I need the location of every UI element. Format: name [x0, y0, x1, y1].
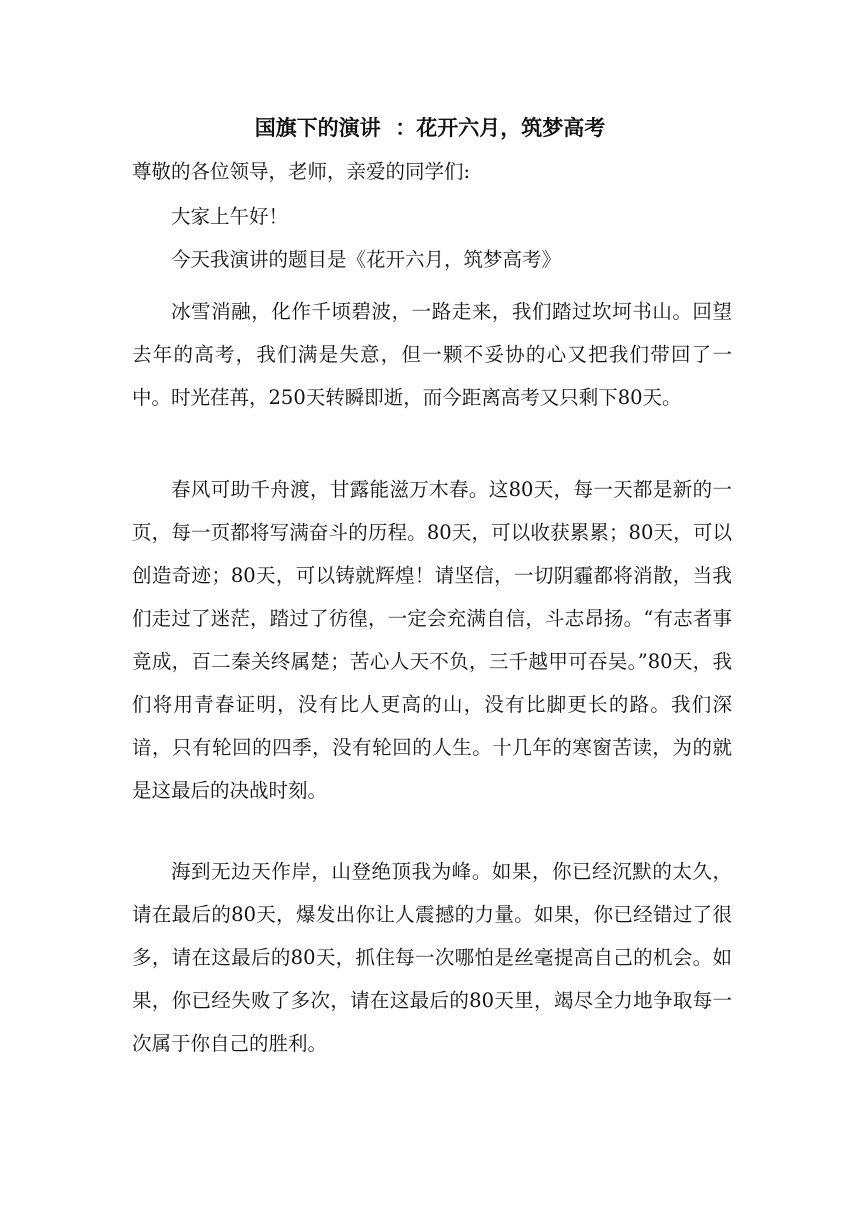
- paragraph-1-block: [132, 290, 732, 419]
- speech-title: 国旗下的演讲 ：花开六月，筑梦高考: [254, 116, 606, 140]
- paragraph-2-block: [132, 468, 732, 812]
- salutation: 尊敬的各位领导，老师，亲爱的同学们:: [132, 160, 471, 183]
- paragraph-3-block: [132, 850, 732, 1065]
- paragraph-1: 冰雪消融，化作千顷碧波，一路走来，我们踏过坎坷书山。回望去年的高考，我们满是失意，但一颗不妥协的心又把我们带回了一中。时光荏苒，250天转瞬即逝，而今距离高考又只剩下80天。: [132, 300, 732, 409]
- paragraph-3: 海到无边天作岸，山登绝顶我为峰。如果，你已经沉默的太久，请在最后的80天，爆发出你让人震撼的力量。如果，你已经错过了很多，请在这最后的80天，抓住每一次哪怕是丝毫提高自己的机会。如果，你已经失败了多次，请在这最后的80天里，竭尽全力地争取每一次属于你自己的胜利。: [132, 860, 732, 1055]
- paragraph-2: 春风可助千舟渡，甘露能滋万木春。这80天，每一天都是新的一页，每一页都将写满奋斗的历程。80天，可以收获累累；80天，可以创造奇迹；80天，可以铸就辉煌！请坚信，一切阴霾都将消散，当我们走过了迷茫，踏过了彷徨，一定会充满自信，斗志昂扬。“有志者事竟成，百二秦关终属楚；苦心人天不负，三千越甲可吞吴。”80天，我们将用青春证明，没有比人更高的山，没有比脚更长的路。我们深谙，只有轮回的四季，没有轮回的人生。十几年的寒窗苦读，为的就是这最后的决战时刻。: [132, 478, 732, 802]
- speech-topic: 今天我演讲的题目是《花开六月，筑梦高考》: [171, 248, 562, 271]
- greeting: 大家上午好！: [171, 205, 289, 228]
